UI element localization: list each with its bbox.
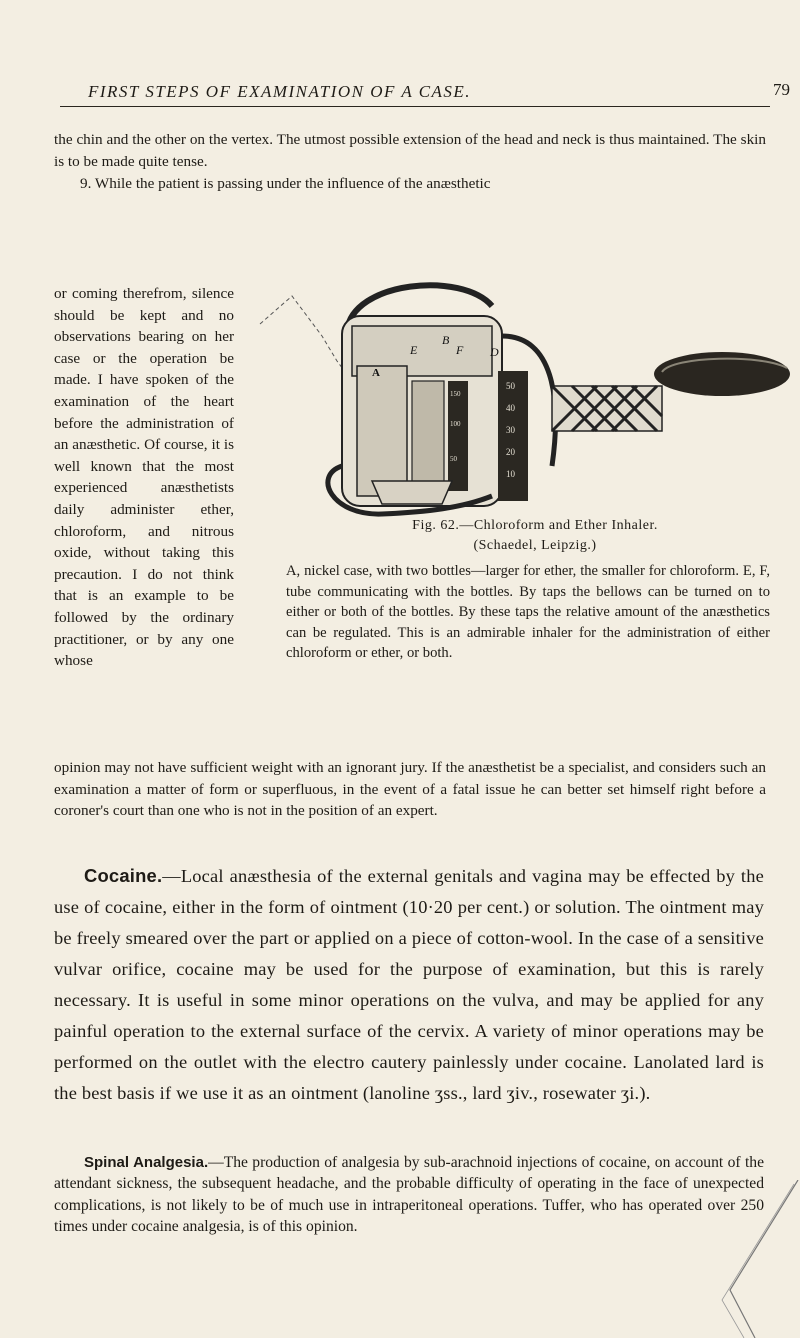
scale-100: 100 bbox=[450, 420, 461, 428]
inhaler-illustration bbox=[252, 276, 792, 520]
scale-50: 50 bbox=[450, 455, 457, 463]
header-rule bbox=[60, 106, 770, 107]
rscale-20: 20 bbox=[506, 447, 515, 457]
label-b: B bbox=[442, 333, 450, 347]
running-header bbox=[60, 70, 790, 110]
paragraph-jury-opinion: opinion may not have sufficient weight with an ignorant jury. If the anæsthetist be a specialist, and considers such an examination a matter of form or superfluous, in the event of a fatal issue he can better set himself right before a coroner's court than one who is not in the position of an expert. bbox=[54, 759, 766, 820]
spinal-heading: Spinal Analgesia. bbox=[84, 1154, 209, 1171]
rscale-50: 50 bbox=[506, 381, 515, 391]
chloroform-bottle bbox=[412, 381, 444, 491]
inhaler-drawing bbox=[252, 276, 792, 520]
running-title: FIRST STEPS OF EXAMINATION OF A CASE. bbox=[88, 82, 472, 101]
figure-description: A, nickel case, with two bottles—larger for ether, the smaller for chloroform. E, F, tube communicating with the bottles. By taps the bellows can be turned on to either or both of the bottles. By these taps the relative amount of the anæsthetics can be regulated. This is an admirable inhaler for the administration of either chloroform or ether, or both. bbox=[286, 563, 770, 662]
label-e: E bbox=[410, 343, 418, 357]
scale-150: 150 bbox=[450, 390, 461, 398]
rscale-30: 30 bbox=[506, 425, 515, 435]
cocaine-heading: Cocaine. bbox=[84, 865, 163, 886]
cocaine-text: —Local anæsthesia of the external genitals and vagina may be effected by the use of cocaine, either in the form of ointment (10·20 per cent.) or solution. The ointment may be freely smeared over the part or applied on a piece of cotton-wool. In the case of a sensitive vulvar orifice, cocaine may be used for the purpose of examination, but this is rarely necessary. It is useful in some minor operations on the vulva, and may be applied for any painful operation to the external surface of the cervix. A variety of minor operations may be performed on the outlet with the electro cautery painlessly under cocaine. Lanolated lard is the best basis if we use it as an ointment (lanoline ʒss., lard ʒiv., rosewater ʒi.). bbox=[54, 866, 764, 1103]
page-edge-crease bbox=[700, 1180, 800, 1338]
rscale-10: 10 bbox=[506, 469, 515, 479]
paragraph-nine-intro: 9. While the patient is passing under the influence of the anæsthetic bbox=[80, 175, 491, 192]
left-column-text: or coming therefrom, silence should be kept and no observations bearing on her case or the operation be made. I have spoken of the examination of the heart before the administration of an anæsthetic. Of course, it is well known that the most experienced anæsthetists daily administer ether, chloroform, and nitrous oxide, without taking this precaution. I do not think that is an example to be followed by the ordinary practitioner, or by any one whose bbox=[54, 285, 234, 670]
crease-shadow bbox=[722, 1184, 794, 1338]
label-d: D bbox=[490, 345, 499, 359]
bellows-box bbox=[552, 386, 662, 431]
page-number: 79 bbox=[773, 80, 790, 99]
figure-caption-source: (Schaedel, Leipzig.) bbox=[473, 538, 597, 553]
paragraph-head-extension: the chin and the other on the vertex. The utmost possible extension of the head and neck is thus maintained. The skin is to be made quite tense. bbox=[54, 131, 766, 170]
label-f: F bbox=[456, 343, 464, 357]
rscale-40: 40 bbox=[506, 403, 515, 413]
figure-caption-title: Fig. 62.—Chloroform and Ether Inhaler. bbox=[412, 518, 658, 533]
figure-caption bbox=[300, 516, 770, 556]
label-a: A bbox=[372, 367, 380, 379]
crease-line bbox=[730, 1180, 798, 1338]
cocaine-section bbox=[54, 860, 764, 1109]
spinal-analgesia-section bbox=[54, 1152, 764, 1238]
tap-fitting bbox=[372, 481, 452, 504]
dashed-tube-line bbox=[260, 296, 352, 381]
ether-bottle bbox=[357, 366, 407, 496]
spinal-text: —The production of analgesia by sub-arachnoid injections of cocaine, on account of the attendant sickness, the subsequent headache, and the probable difficulty of operating in the face of unexpected complications, is not likely to be of much use in intraperitoneal operations. Tuffer, who has operated over 250 times under cocaine analgesia, is of this opinion. bbox=[54, 1154, 764, 1236]
